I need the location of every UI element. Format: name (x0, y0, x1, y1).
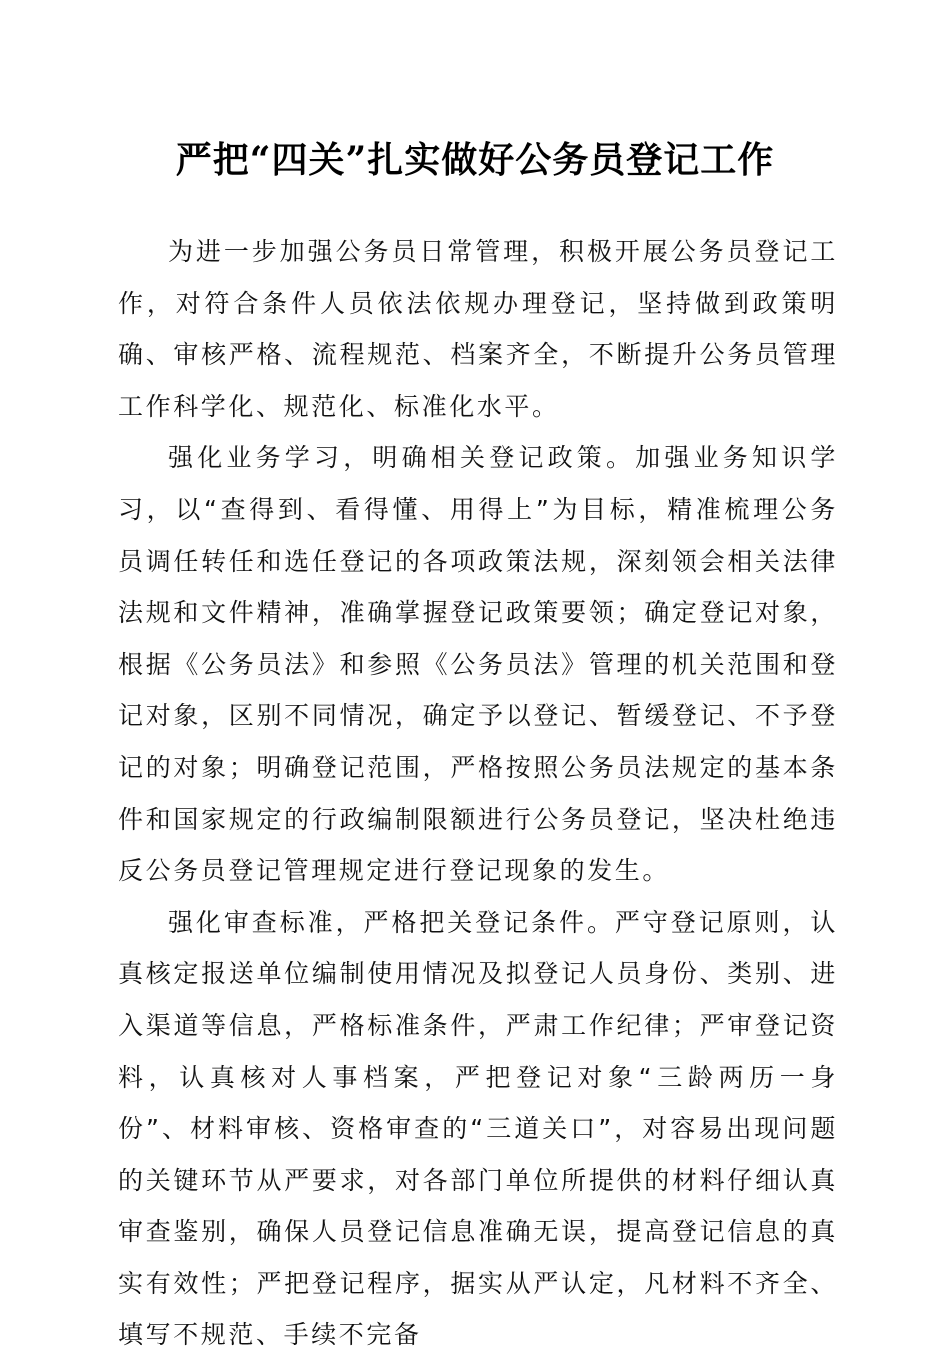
paragraph-review-standards: 强化审查标准，严格把关登记条件。严守登记原则，认真核定报送单位编制使用情况及拟登记人员身份、类别、进入渠道等信息，严格标准条件，严肃工作纪律；严审登记资料，认真核对人事档案，严把登记对象“三龄两历一身份”、材料审核、资格审查的“三道关口”，对容易出现问题的关键环节从严要求，对各部门单位所提供的材料仔细认真审查鉴别，确保人员登记信息准确无误，提高登记信息的真实有效性；严把登记程序，据实从严认定，凡材料不齐全、填写不规范、手续不完备 (118, 907, 838, 1350)
paragraph-policy-study: 强化业务学习，明确相关登记政策。加强业务知识学习，以“查得到、看得懂、用得上”为目标，精准梳理公务员调任转任和选任登记的各项政策法规，深刻领会相关法律法规和文件精神，准确掌握登记政策要领；确定登记对象，根据《公务员法》和参照《公务员法》管理的机关范围和登记对象，区别不同情况，确定予以登记、暂缓登记、不予登记的对象；明确登记范围，严格按照公务员法规定的基本条件和国家规定的行政编制限额进行公务员登记，坚决杜绝违反公务员登记管理规定进行登记现象的发生。 (118, 443, 838, 886)
paragraph-intro: 为进一步加强公务员日常管理，积极开展公务员登记工作，对符合条件人员依法依规办理登记，坚持做到政策明确、审核严格、流程规范、档案齐全，不断提升公务员管理工作科学化、规范化、标准化水平。 (118, 237, 838, 421)
document-title: 严把“四关”扎实做好公务员登记工作 (175, 139, 775, 181)
document-body (118, 226, 838, 1361)
